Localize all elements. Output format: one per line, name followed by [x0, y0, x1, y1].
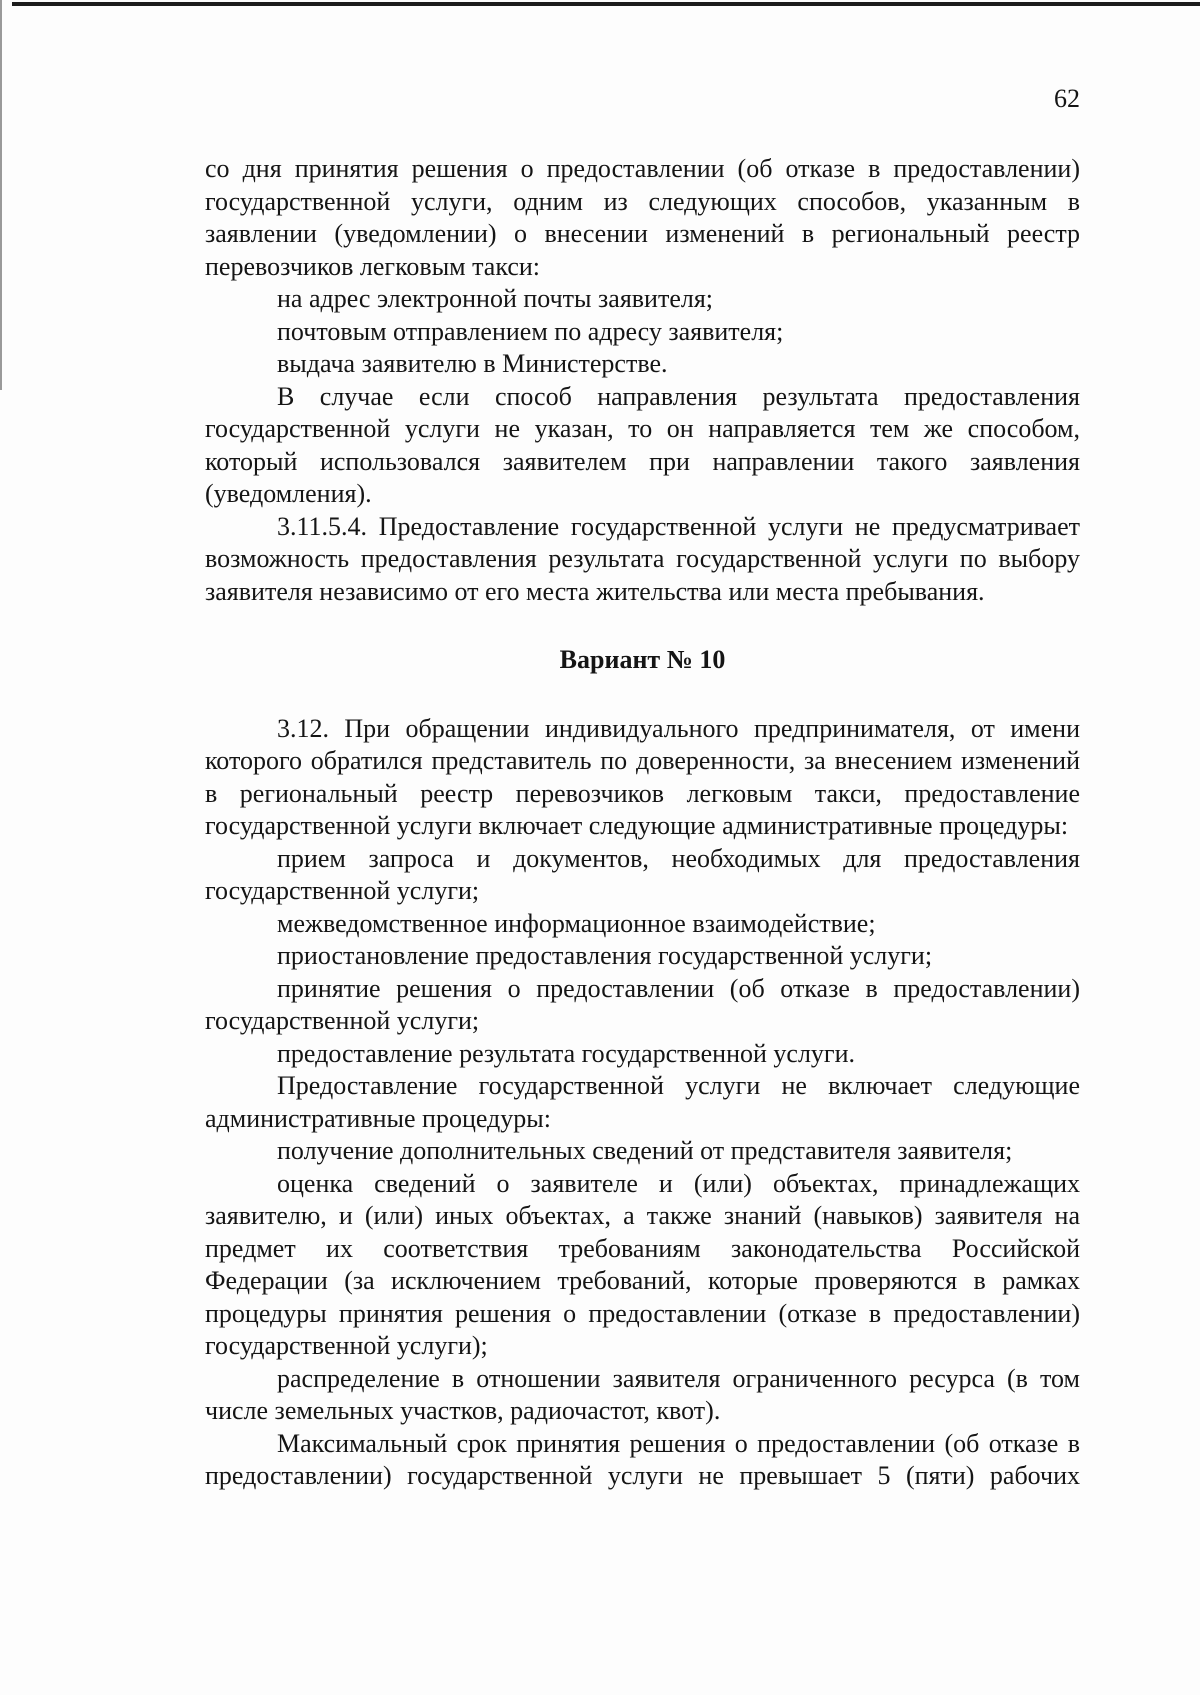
scan-edge-left	[0, 0, 2, 390]
page-number: 62	[1054, 84, 1080, 113]
paragraph: 3.12. При обращении индивидуального предпринимателя, от имени которого обратился представитель по доверенности, за внесением изменений в региональный реестр перевозчиков легковым такси, предоставление государственной услуги включает следующие административные процедуры:	[205, 713, 1080, 840]
list-item: приостановление предоставления государственной услуги;	[277, 941, 933, 970]
list-item: межведомственное информационное взаимодействие;	[277, 908, 876, 938]
list-item: прием запроса и документов, необходимых для предоставления государственной услуги;	[205, 843, 1080, 905]
paragraph: Максимальный срок принятия решения о предоставлении (об отказе в предоставлении) государственной услуги не превышает 5 (пяти) рабочих	[205, 1428, 1080, 1490]
list-item: получение дополнительных сведений от представителя заявителя;	[277, 1136, 1013, 1165]
section-heading: Вариант № 10	[559, 645, 726, 674]
paragraph: Предоставление государственной услуги не включает следующие административные процедуры:	[205, 1071, 1080, 1133]
list-item: оценка сведений о заявителе и (или) объектах, принадлежащих заявителю, и (или) иных объектах, а также знаний (навыков) заявителя на предмет их соответствия требованиям законодательства Российской Федерации (за исключением требований, которые проверяются в рамках процедуры принятия решения о предоставлении (отказе в предоставлении) государственной услуги);	[205, 1168, 1080, 1360]
paragraph: со дня принятия решения о предоставлении (об отказе в предоставлении) государственной услуги, одним из следующих способов, указанным в заявлении (уведомлении) о внесении изменений в региональный реестр перевозчиков легковым такси:	[205, 154, 1080, 281]
list-item: почтовым отправлением по адресу заявителя;	[277, 316, 784, 346]
document-body	[205, 153, 1080, 1493]
list-item: выдача заявителю в Министерстве.	[277, 349, 668, 378]
list-item: принятие решения о предоставлении (об отказе в предоставлении) государственной услуги;	[205, 973, 1080, 1035]
list-item: распределение в отношении заявителя ограниченного ресурса (в том числе земельных участков, радиочастот, квот).	[205, 1363, 1080, 1425]
scan-edge-top	[12, 2, 1200, 6]
paragraph: 3.11.5.4. Предоставление государственной услуги не предусматривает возможность предоставления результата государственной услуги по выбору заявителя независимо от его места жительства или места пребывания.	[205, 511, 1080, 606]
list-item: на адрес электронной почты заявителя;	[277, 284, 714, 313]
list-item: предоставление результата государственной услуги.	[277, 1038, 856, 1068]
paragraph: В случае если способ направления результата предоставления государственной услуги не указан, то он направляется тем же способом, который использовался заявителем при направлении такого заявления (уведомления).	[205, 381, 1080, 508]
